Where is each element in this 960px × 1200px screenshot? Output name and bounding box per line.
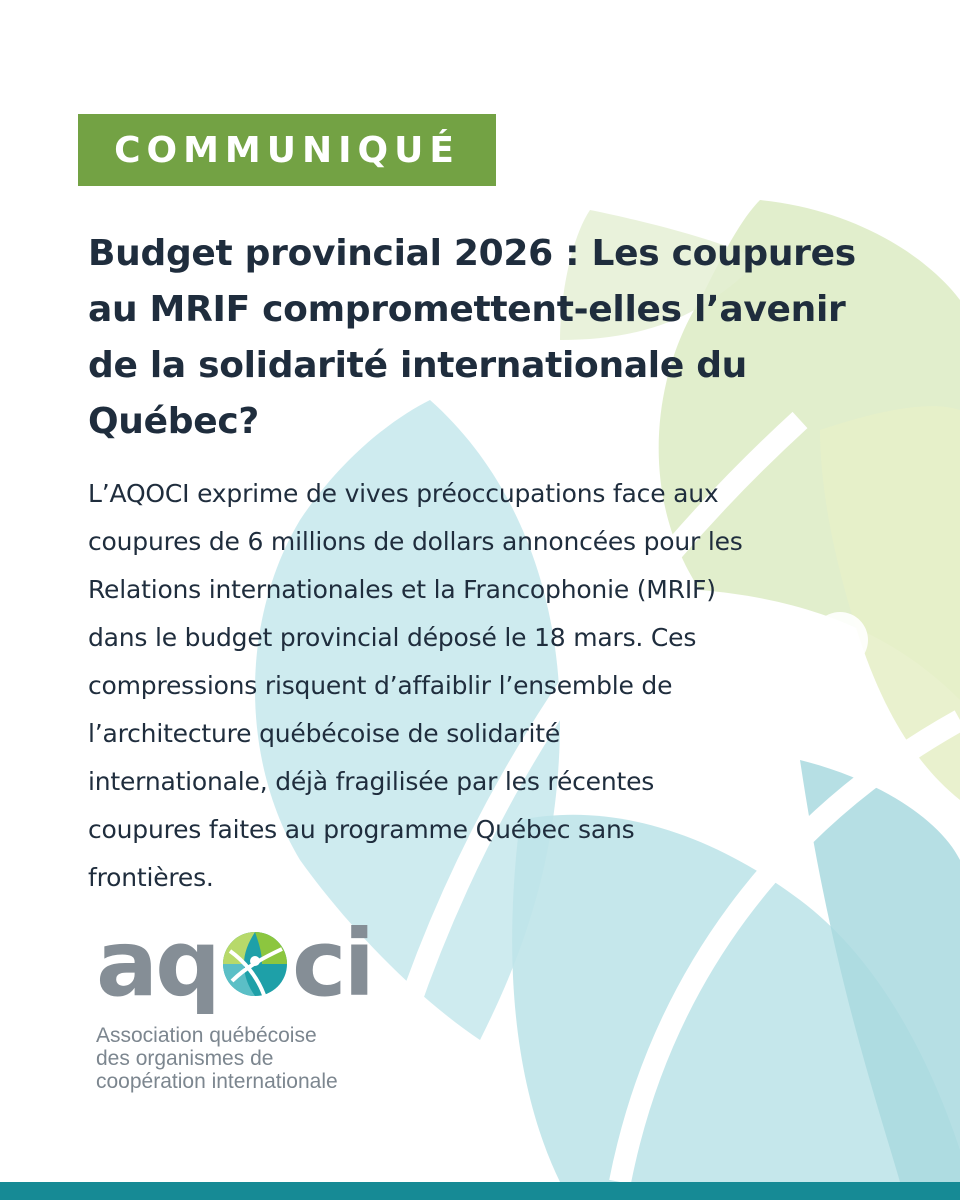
globe-icon: [222, 931, 288, 997]
logo-wordmark: [96, 910, 373, 1017]
body-line: coupures de 6 millions de dollars annoncées pour les: [88, 527, 743, 556]
logo-word-left: aq: [96, 910, 218, 1017]
body-line: Relations internationales et la Francophonie (MRIF): [88, 575, 716, 604]
body-line: internationale, déjà fragilisée par les récentes: [88, 767, 655, 796]
headline-line: de la solidarité internationale du: [88, 345, 747, 386]
headline-line: Budget provincial 2026 : Les coupures: [88, 233, 856, 274]
headline-line: Québec?: [88, 401, 259, 442]
logo-tagline-line: coopération internationale: [96, 1070, 338, 1093]
body-line: compressions risquent d’affaiblir l’ensemble de: [88, 671, 673, 700]
aqoci-logo: [96, 910, 416, 1098]
body-line: l’architecture québécoise de solidarité: [88, 719, 560, 748]
body-paragraph: [88, 470, 888, 902]
headline: [88, 226, 908, 450]
body-line: frontières.: [88, 863, 214, 892]
headline-line: au MRIF compromettent-elles l’avenir: [88, 289, 846, 330]
logo-tagline-line: des organismes de: [96, 1047, 274, 1070]
bottom-accent-bar: [0, 1182, 960, 1200]
logo-word-right: ci: [291, 910, 373, 1017]
logo-tagline: [96, 1024, 416, 1093]
communique-badge: COMMUNIQUÉ: [78, 114, 496, 186]
body-line: coupures faites au programme Québec sans: [88, 815, 635, 844]
logo-tagline-line: Association québécoise: [96, 1024, 317, 1047]
body-line: dans le budget provincial déposé le 18 mars. Ces: [88, 623, 697, 652]
body-line: L’AQOCI exprime de vives préoccupations face aux: [88, 479, 719, 508]
